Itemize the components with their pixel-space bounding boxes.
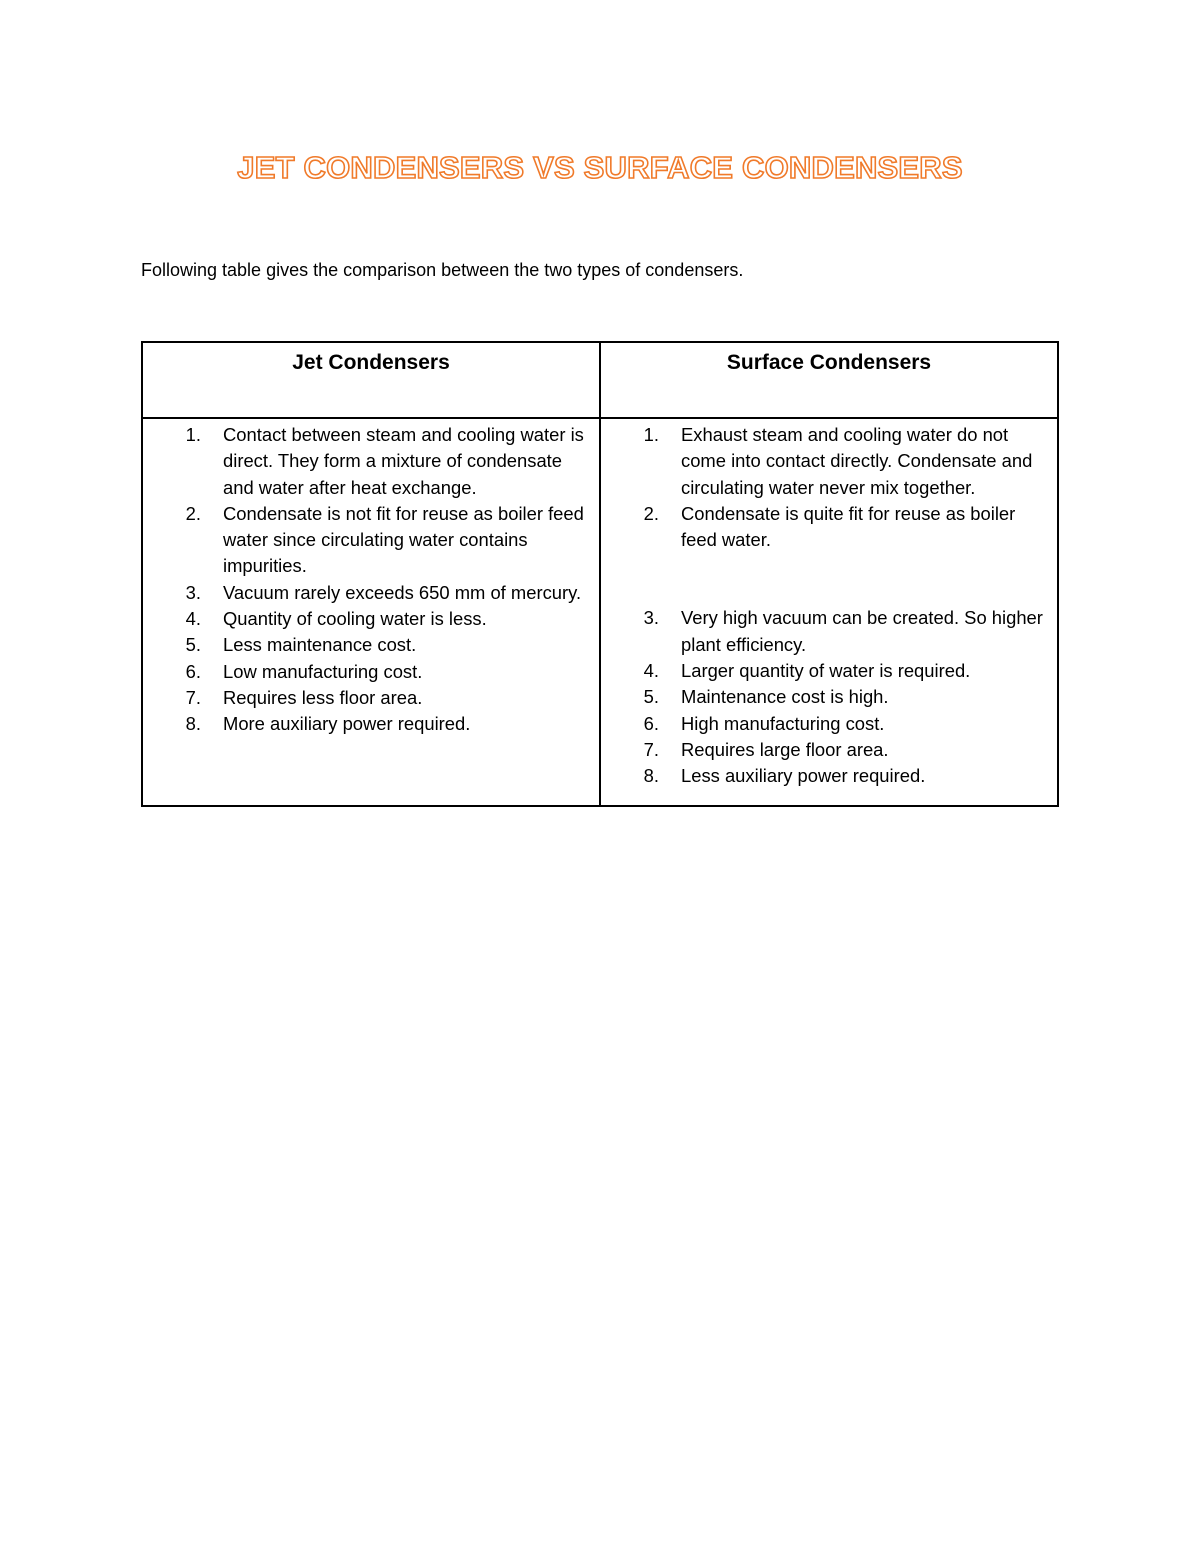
list-text: High manufacturing cost. [681,712,885,734]
list-number: 5. [185,634,201,656]
list-number: 3. [185,581,201,603]
list-text: Contact between steam and cooling water is direct. They form a mixture of condensate and water after heat exchange. [223,424,584,498]
list-item [143,501,589,580]
list-item [143,422,589,501]
surface-condensers-cell [600,418,1058,806]
intro-paragraph: Following table gives the comparison between the two types of condensers. [141,260,744,280]
list-text: Condensate is quite fit for reuse as boiler feed water. [681,502,1016,551]
list-number: 5. [643,686,659,708]
list-number: 6. [185,660,201,682]
list-item [143,659,589,685]
jet-list [143,419,599,738]
list-text: Condensate is not fit for reuse as boiler feed water since circulating water contains impurities. [223,502,584,577]
list-item [143,580,589,606]
header-jet-condensers: Jet Condensers [142,342,600,418]
list-text: More auxiliary power required. [223,713,471,735]
list-number: 2. [643,502,659,524]
header-surface-condensers: Surface Condensers [600,342,1058,418]
list-text: Quantity of cooling water is less. [223,608,487,630]
list-item [143,606,589,632]
list-text: Larger quantity of water is required. [681,660,971,682]
list-number: 1. [643,424,659,445]
document-title: JET CONDENSERS VS SURFACE CONDENSERS [237,150,963,185]
list-number: 6. [643,712,659,734]
list-number: 4. [185,608,201,630]
list-number: 2. [185,502,201,524]
list-number: 8. [643,765,659,787]
list-item [601,737,1047,763]
list-text: Exhaust steam and cooling water do not come into contact directly. Condensate and circulating water never mix together. [681,424,1033,498]
table-header-row [142,342,1058,418]
list-spacer [601,553,1047,605]
list-number: 8. [185,713,201,735]
list-item [143,685,589,711]
list-item [601,658,1047,684]
table-body-row [142,418,1058,806]
list-text: Less auxiliary power required. [681,765,926,787]
list-text: Very high vacuum can be created. So higher plant efficiency. [681,607,1043,655]
list-item [601,501,1047,554]
list-item [601,763,1047,789]
jet-condensers-cell [142,418,600,806]
list-number: 7. [185,686,201,708]
list-number: 1. [185,424,201,445]
surface-list [601,419,1057,790]
list-item [601,422,1047,501]
list-text: Less maintenance cost. [223,634,417,656]
list-item [143,711,589,737]
comparison-table [141,341,1059,807]
list-text: Requires large floor area. [681,738,889,760]
list-item [143,632,589,658]
list-text: Vacuum rarely exceeds 650 mm of mercury. [223,581,582,603]
list-text: Low manufacturing cost. [223,660,423,682]
list-text: Requires less floor area. [223,686,423,708]
list-number: 7. [643,738,659,760]
list-item [601,605,1047,658]
list-item [601,684,1047,710]
list-text: Maintenance cost is high. [681,686,889,708]
list-number: 4. [643,660,659,682]
list-number: 3. [643,607,659,629]
list-item [601,711,1047,737]
